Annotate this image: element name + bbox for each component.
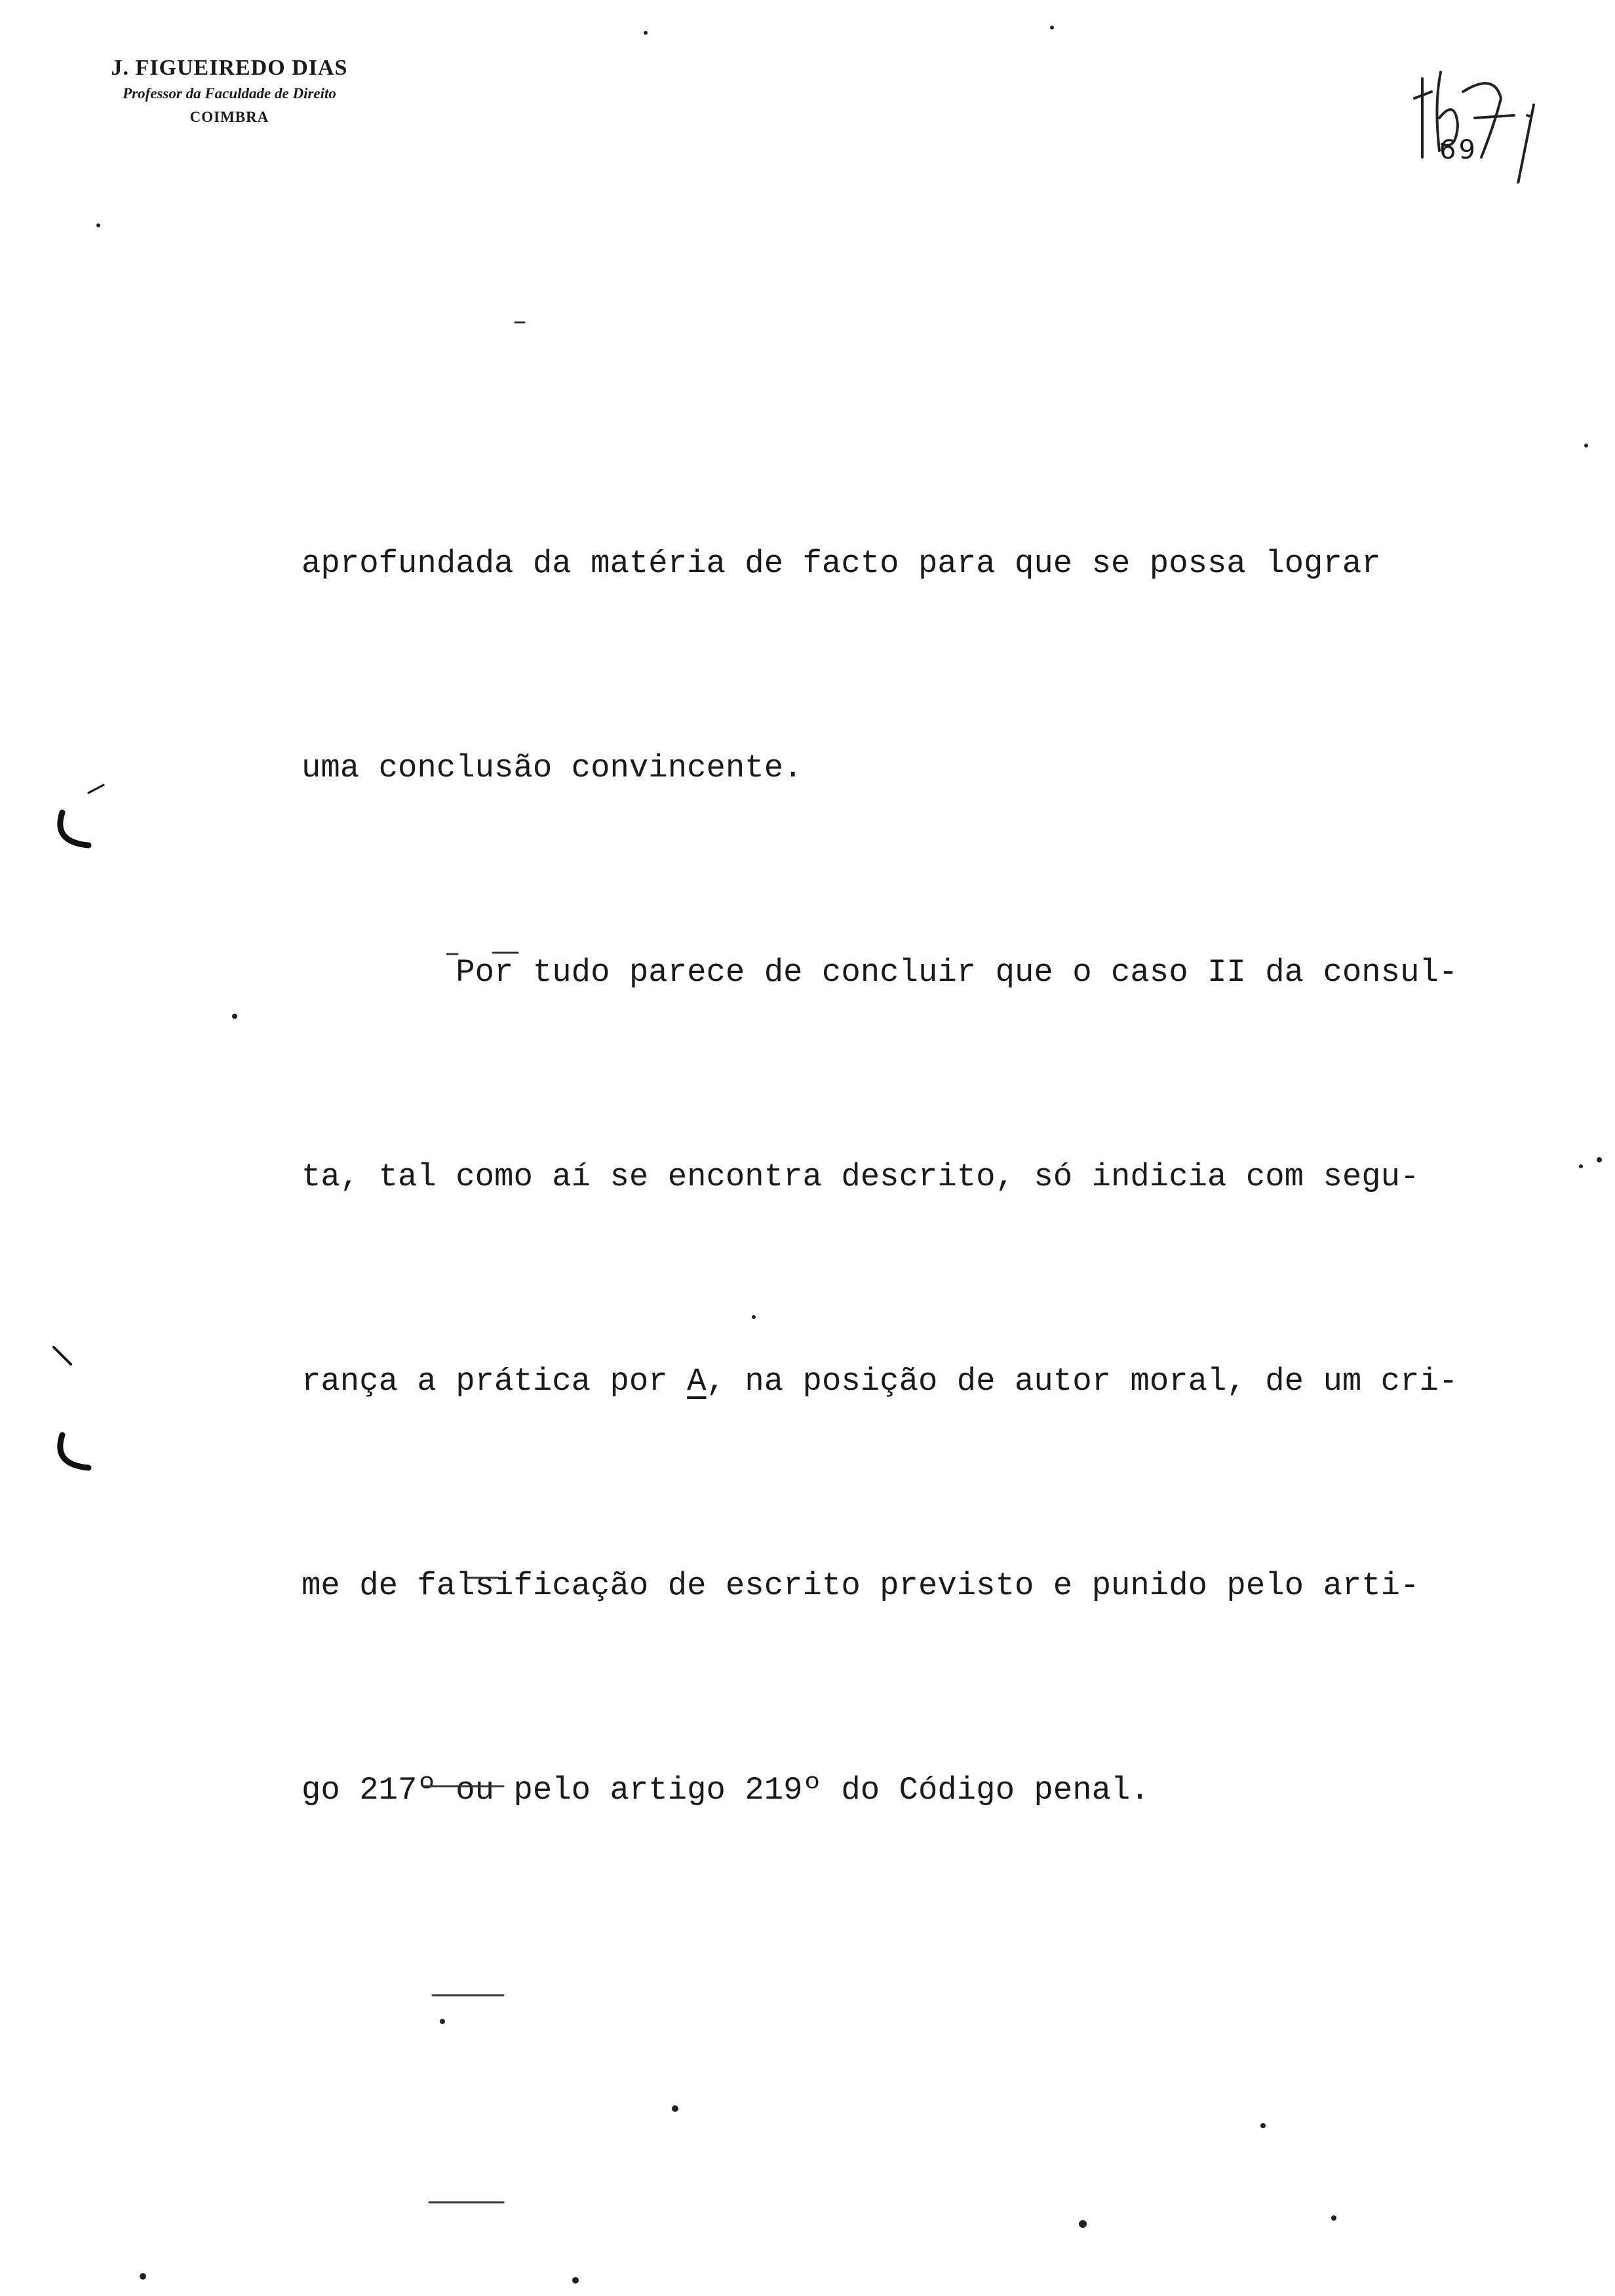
letterhead-title: Professor da Faculdade de Direito xyxy=(123,85,336,102)
page-number: 69 xyxy=(1439,135,1478,165)
body-line: me de falsificação de escrito previsto e punido pelo arti- xyxy=(302,1567,1420,1604)
body-line: aprofundada da matéria de facto para que se possa lograr xyxy=(302,545,1381,582)
body-line-end: , na posição de autor moral, de um cri- xyxy=(706,1363,1458,1400)
body-line: Por tudo parece de concluir que o caso II da consul- xyxy=(302,954,1458,991)
body-line-start: rança a prática por xyxy=(302,1363,688,1400)
letterhead-city: COIMBRA xyxy=(189,109,269,125)
underlined-party-letter: A xyxy=(687,1363,707,1400)
letterhead-name: J. FIGUEIREDO DIAS xyxy=(111,56,348,80)
body-line: ta, tal como aí se encontra descrito, só indicia com segu- xyxy=(302,1158,1420,1195)
body-line: uma conclusão convincente. xyxy=(302,750,803,786)
body-line: go 217º ou pelo artigo 219º do Código penal. xyxy=(302,1772,1150,1808)
